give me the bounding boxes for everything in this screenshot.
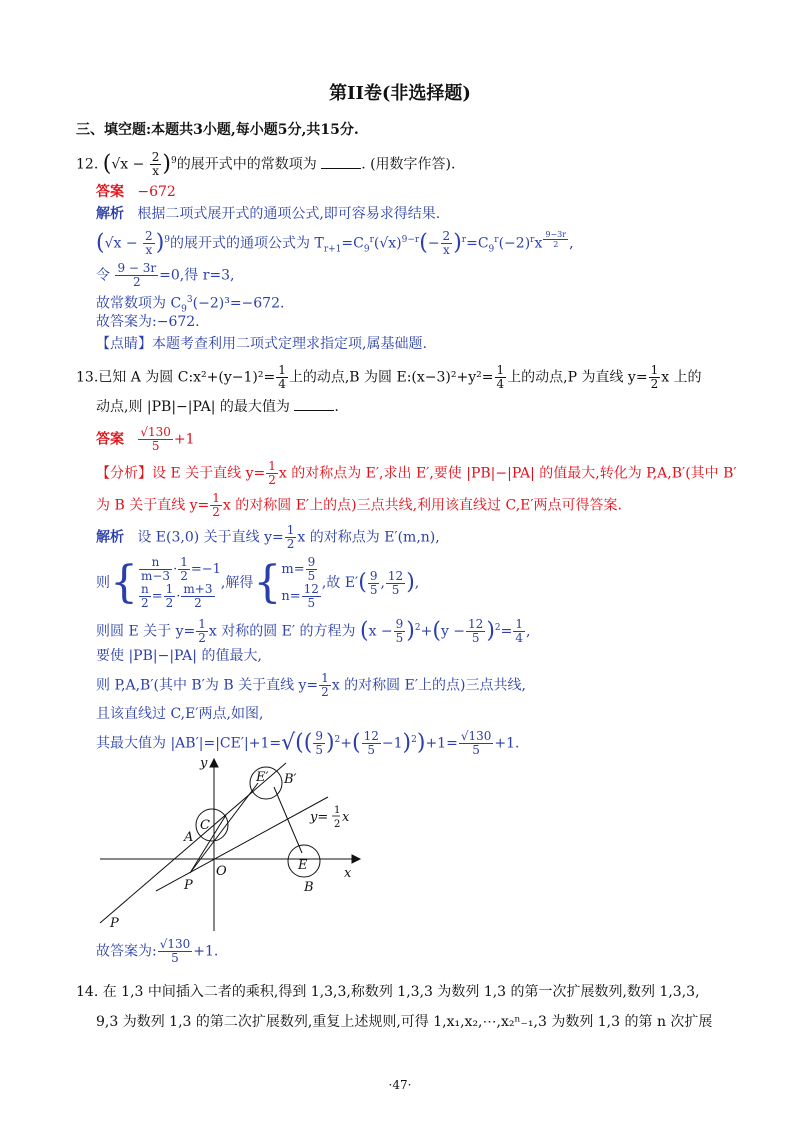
geometry-figure [96,755,366,935]
q13-fenxi-1: 【分析】设 E 关于直线 y= $\frac{1}{2}$ x 的对称点为 E′,求出 E′,要使 |PB|−|PA| 的值最大,转化为 P,A,B′(其中 B′ [96,459,737,487]
q13-maximum: 其最大值为 |AB′|=|CE′|+1=√(( $\frac{9}{5}$ )$^2$+( $\frac{12}{5}$ −1)$^2$)+1= $\frac{√130}{5}$ +1. [96,729,520,758]
page-title: 第II卷(非选择题) [329,83,471,104]
label-C: C [200,818,210,833]
q13-through: 且该直线过 C,E′两点,如图, [96,706,264,722]
line-label-den: 2 [334,819,341,830]
label-B: B [304,880,314,895]
q13-collinear: 则 P,A,B′(其中 B′为 B 关于直线 y= $\frac{1}{2}$ x 的对称圆 E′上的点)三点共线, [96,671,526,699]
label-P-near: P [184,878,193,893]
q13-answer: 答案 $\frac{√130}{5}$ +1 [96,425,195,453]
q13-stem-line1: 13.已知 A 为圆 C:x²+(y−1)²= $\frac{1}{4}$ 上的动点,B 为圆 E:(x−3)²+y²= $\frac{1}{4}$ 上的动点,P 为直线 y= $\frac{1}{2}$ x 上的 [76,363,702,391]
q13-system: 则{ $\frac{n}{m-3}$ · $\frac{1}{2}$ =−1 $\frac{n}{2}$ = $\frac{1}{2}$ · $\frac{m+3}{2}$ ,解得{ m= $\frac{9}{5}$ n= $\frac{12}{5}$ ,故 E′( $\frac{9}{5}$ , $\frac{12}{5}$ ), [96,555,420,610]
label-x: x [344,866,352,881]
label-P-far: P [110,916,119,931]
section-heading: 三、填空题:本题共3小题,每小题5分,共15分. [76,122,359,138]
label-E-prime: E′ [256,770,269,785]
q12-solve: 令 $\frac{9 - 3r}{2}$ =0,得 r=3, [96,261,235,289]
q12-comment: 【点睛】本题考查利用二项式定理求指定项,属基础题. [96,336,427,352]
line-label: y= [310,810,329,825]
label-O: O [216,864,227,879]
q12-general-term: (√x − $\frac{2}{x}$ )$^9$的展开式的通项公式为 $T_{r+1}=C_9^r(√x)^{9-r}(-$ $\frac{2}{x}$ )$^r=C_9^r(-2)^rx$ $^{\frac{9-3r}{2}}$ , [96,229,574,258]
x-axis-arrow [352,855,360,863]
line-label-num: 1 [334,805,341,816]
page-number: ·47· [388,1078,412,1092]
q13-final-answer: 故答案为: $\frac{√130}{5}$ +1. [96,937,219,965]
q14-line2: 9,3 为数列 1,3 的第二次扩展数列,重复上述规则,可得 1,x₁,x₂,⋯,x₂ⁿ₋₁,3 为数列 1,3 的第 n 次扩展 [96,1014,713,1030]
q13-circle-eq: 则圆 E 关于 y= $\frac{1}{2}$ x 对称的圆 E′ 的方程为 (x − $\frac{9}{5}$ )$^2$+(y − $\frac{12}{5}$ )$^2$= $\frac{1}{4}$ , [96,617,531,646]
q14-line1: 14. 在 1,3 中间插入二者的乘积,得到 1,3,3,称数列 1,3,3 为数列 1,3 的第一次扩展数列,数列 1,3,3, [76,984,700,1000]
q12-final: 故答案为:−672. [96,314,200,330]
label-B-prime: B′ [284,772,297,787]
q12-analysis: 解析 根据二项式展开式的通项公式,即可容易求得结果. [96,206,441,222]
y-axis-arrow [210,759,218,767]
q13-fenxi-2: 为 B 关于直线 y= $\frac{1}{2}$ x 的对称圆 E′上的点)三点共线,利用该直线过 C,E′两点可得答案. [96,491,622,519]
q12-blank[interactable] [321,154,361,169]
q12-stem: 12. (√x − $\frac{2}{x}$ )$^9$的展开式中的常数项为 . (用数字作答). [76,150,456,179]
q12-constant: 故常数项为 $C_9^3(-2)^3=-672$. [96,295,285,315]
label-A: A [184,830,194,845]
line-label-x: x [342,810,350,825]
q13-jiexi-1: 解析 设 E(3,0) 关于直线 y= $\frac{1}{2}$ x 的对称点为 E′(m,n), [96,523,440,551]
label-y: y [200,756,208,771]
q13-stem-line2: 动点,则 |PB|−|PA| 的最大值为 . [96,396,339,417]
q13-yaoshi: 要使 |PB|−|PA| 的值最大, [96,648,262,664]
line-Eprime-E [274,787,302,853]
label-E: E [298,858,308,873]
q13-blank[interactable] [294,396,334,411]
q12-answer: 答案 −672 [96,184,176,200]
